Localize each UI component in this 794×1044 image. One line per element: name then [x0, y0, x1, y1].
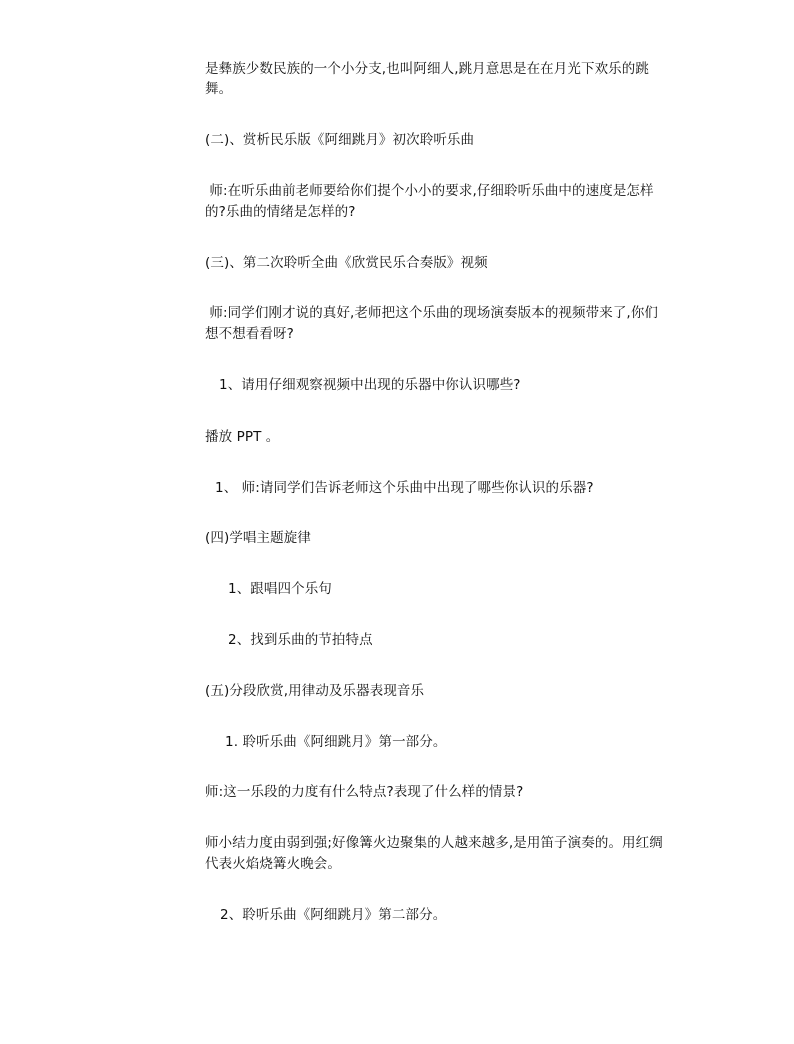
- section-heading: (五)分段欣赏,用律动及乐器表现音乐: [205, 683, 425, 699]
- section-heading: (四)学唱主题旋律: [205, 530, 311, 546]
- paragraph-line: 的?乐曲的情绪是怎样的?: [205, 204, 356, 220]
- paragraph-line: 是彝族少数民族的一个小分支,也叫阿细人,跳月意思是在在月光下欢乐的跳: [205, 61, 649, 77]
- paragraph-line: 师:这一乐段的力度有什么特点?表现了什么样的情景?: [205, 784, 524, 800]
- paragraph-line: 代表火焰烧篝火晚会。: [205, 856, 341, 872]
- section-heading: (三)、第二次聆听全曲《欣赏民乐合奏版》视频: [205, 255, 488, 271]
- list-item: 1. 聆听乐曲《阿细跳月》第一部分。: [225, 734, 447, 750]
- paragraph-line: 舞。: [205, 81, 233, 97]
- list-item: 2、找到乐曲的节拍特点: [228, 632, 373, 648]
- list-item: 1、请用仔细观察视频中出现的乐器中你认识哪些?: [219, 377, 521, 393]
- paragraph-line: 想不想看看呀?: [205, 326, 294, 342]
- list-item: 2、聆听乐曲《阿细跳月》第二部分。: [220, 907, 447, 923]
- paragraph-line: 师:同学们刚才说的真好,老师把这个乐曲的现场演奏版本的视频带来了,你们: [205, 305, 659, 321]
- list-item: 1、跟唱四个乐句: [228, 581, 332, 597]
- paragraph-line: 师小结力度由弱到强;好像篝火边聚集的人越来越多,是用笛子演奏的。用红绸: [205, 835, 663, 851]
- section-heading: (二)、赏析民乐版《阿细跳月》初次聆听乐曲: [205, 132, 475, 148]
- list-item: 1、 师:请同学们告诉老师这个乐曲中出现了哪些你认识的乐器?: [215, 480, 594, 496]
- paragraph-line: 播放 PPT 。: [205, 429, 280, 445]
- paragraph-line: 师:在听乐曲前老师要给你们提个小小的要求,仔细聆听乐曲中的速度是怎样: [205, 183, 654, 199]
